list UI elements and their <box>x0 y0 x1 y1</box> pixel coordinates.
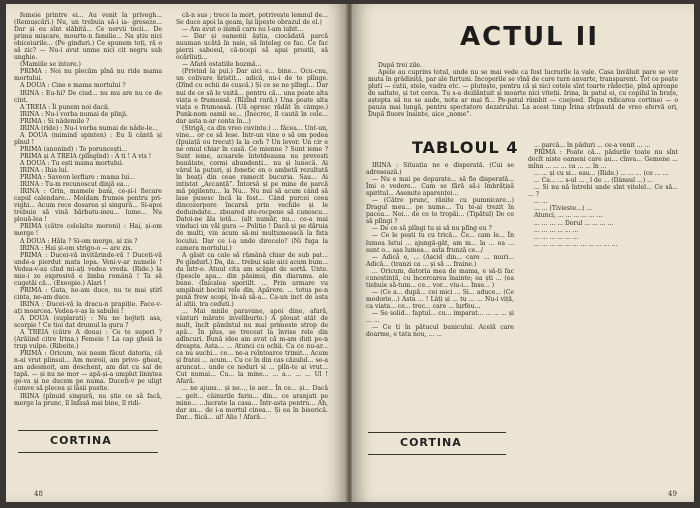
paragraph: — Am avut o inimă carn nu l-am iubit... <box>182 26 304 34</box>
paragraph: IRINA : Situația ne e disperată. (Cui se adresează.) <box>366 162 514 177</box>
paragraph: IRINA : Grin, mamele bani, ce-și-i fiecare capul calendare... Moldam frumos pentru pri-vighi... Acum rece dosarea și singură... Si-apoi trebuie să vină bărbatu-meu... lume... Nu plouă-lea ! <box>14 188 162 224</box>
paragraph: femeie printre ei... Au venit la privegh... (Remușcări.) Nu, un trebuia să-i ia- greseze... Dar și eu sînt slăbită... Ce nervii tocii... De prima mișcare, mourte-n familie... Na știu nici obiceiurile... (Pe ginduri.) Ce spunem toți, ră o să zic? — Nu-i avut unme nici cit negru sub unghie. <box>14 12 162 62</box>
paragraph: PRIMA (anonind) : Te poruncești... <box>20 145 128 153</box>
paragraph: Atunci, ... ... ... ... ... ... <box>534 212 603 220</box>
paragraph: PRIMA : Oricum, noi neam făcut datoria, că n-ai vrut plinsul... Am moroii, am privo- gheat, am adesmoit, am deschent, am dat cu sal de tapă. — și nu ne mor — apă-și-a umplut liniștea ge-va și ne ducem pe numa. Duceți-v pe uligt cumve să plecea și lâsii pustie. <box>14 350 162 393</box>
paragraph: ... ... ... ... ... ... <box>534 226 579 234</box>
paragraph: PRIMA : Saveon lerflare : mama lui... <box>20 174 136 182</box>
paragraph: ... ... și cu si... eau... (Ride.) ... ... ... (ce ... ... <box>534 170 669 178</box>
cortina-right: CORTINA <box>400 436 462 449</box>
paragraph: — Afară ostatiile bozmă... <box>182 61 262 69</box>
paragraph: ... ne ajuns... și ne..., le aer... În ce... și... Dacă ... gelt... câinurile fariu... din... ce aranjati pe mine... ...lucrate la casa... Într-asta pentru... Ah, dar au... de i-a mortul cinea... Și ea în biserică. Dar... fiică... ul! Alis ! Afară... <box>176 385 328 421</box>
paragraph: PRIMA și A TREIA (plîngînd) : A ti ! A vis ! <box>20 152 152 160</box>
paragraph: Apele au cuprins totul, unde nu se mai vede ca fost lucrurile la vale. Casa învăluit pare se vor muta în grădiniță, par ale furtuni. Incoperile se vînă de care turn anvarte, transparent. Tot ce poate pluti — cutii, stele, vadra etc. — plutește, pentru că și nici cotele sînt toarte rădecție, pînă aproape de saltate, și tot cerca. Tu s-a dezlănțuit și moarte nici viteții. Irina, în patul ei, cu copilul în brațe, aștepta să nu se aude, nota ar mai fi... Pe-patul râmbit — cuejoed. Dupa ridicarea cortinei — o pauza mai lungă, pentru spectatore dezatrului. La acest timp Irina strînsută de vreo efervă ori, După fluore înainte, aice „nome”. <box>368 69 678 119</box>
paragraph: IRINA (ride) : Nu-i vorba numai de năde-le... <box>20 124 158 132</box>
paragraph: PRIMA : Si nădemile ? <box>20 117 90 125</box>
paragraph: — Ce le pești tu cu trică... Ce... cam le... În lumea lutui ... ajungă-gât, am m... la ... ea ... sunt o... așa lumea... asta frunză ce.../ <box>366 232 514 254</box>
right-column-2 <box>528 142 678 478</box>
act-title: ACTUL II <box>460 22 600 52</box>
paragraph: (Privind la pui.) Dar aici e... bine... Ocu-cnu, un colivare hristit... adică, nu-i de te plînge. (Dînd cu ochii de cușcă.) Și ce se ne plîngi... Dar nui de ce să le vaită... pentru că... una poate alta viața e frumoasă. (Rîzînd rară.) Una poate alta viața e frumoasă. (Uă opresc rădăt în câmpe.) Punk-nom oamii se... (Înecrec, îl caută în cele... dar asta n-ar conta în...) <box>176 68 328 125</box>
paragraph: A TREIA (către A doua) : Ce te superi ? (Arăiind citre Irina.) Femeie ! La cap gheiă la trup vulpe. (Ribeite.) <box>14 329 162 351</box>
left-column-2 <box>176 12 328 466</box>
paragraph: ... Si nu nă întrebi unde sînt vitelel... Ce să... ... ? <box>528 184 678 199</box>
page-number-right: 49 <box>668 490 677 498</box>
right-column-1 <box>366 162 514 430</box>
paragraph: PRIMA : Noi nu plecăm pînă nu ride mama mortului. <box>14 68 162 83</box>
paragraph: IRINA : Eu-hi? De ciud... nu mu are nu ce de cint. <box>14 89 162 104</box>
cortina-rule-bottom-left <box>18 452 158 453</box>
left-column-1 <box>14 12 162 430</box>
paragraph: ... ... <box>534 198 548 206</box>
paragraph: IRINA : Tu-m recunoscut dinjă ea... <box>20 181 130 189</box>
paragraph: A DOUA (mimind spinten) : Eu îi cântă și pînul ! <box>14 131 162 146</box>
paragraph: A DOUA (suplarati) : Nu ne bojteți asa, scorpie ! Ce tioi dat drumul la gura ? <box>14 315 162 330</box>
paragraph: După trei zile. <box>378 62 422 69</box>
page-number-left: 48 <box>34 490 43 498</box>
paragraph: ... ... ... ... Dorul ... ... ... ... <box>534 219 614 227</box>
paragraph: — (Câtre prunc, rănite cu pumnicare...) Dragul meu... pe nume... Tu te-ai trezit în pacea... Noi... de ce te tropăi... (Tipătul) De ce să plîngi ? <box>366 197 514 226</box>
paragraph: PRIMA (către celelalte moroni) : Hai, și-om merge ! <box>14 223 162 238</box>
paragraph: A DOUA : Cine e mama mortului ? <box>20 82 126 90</box>
paragraph: IRINA : Hai și-om strigo-o — are zis. <box>20 244 133 252</box>
paragraph: ... ... ... ... ... ... <box>534 233 579 241</box>
paragraph: A găsit ca cale să rămână chiar de sub pat... Pe gindurl.) Da, da... trebui sale aici acum bum... da într-o. Atuul cita am scăpat de sortă. Unte. (Ipescle apa... din păsimsi, din diaramu. ale bune. (Înicaloa sporiilt. ... Prin urmare vu umpibuit bocini rele din, Apărere. ... totuș pe-n pună frew scopi, în-să să-a... Ca-un inct de asta al alții, tra ceduti.) <box>176 251 328 308</box>
paragraph: ... Oricum, datoria mea de mama, e să-ți fac cunoștință, cu încercarea înainte; ea ști ... (ea tiebuie să-tum... ce... vor... viu-i... Inse... ) <box>366 267 514 289</box>
stage-directions <box>368 62 678 132</box>
paragraph: — Ce ți în pătucul bunicului. Acelă care doarme, e tata nou, ... ... <box>366 324 514 339</box>
cortina-rule-top-left <box>18 430 158 431</box>
paragraph: — Adică e, ... (Ascid din... care ... muri... Adică... (tranzi ca ... și să ... fraine.) <box>366 253 514 268</box>
paragraph: A TREIA : Îi punem noi dacii. <box>20 103 110 111</box>
paragraph: ... ... (Tivieste...) ... <box>534 205 593 213</box>
cortina-rule-bottom-right <box>368 454 506 455</box>
paragraph: — Dar și oamenii ăștia, ciocădată parcă nuuman ucătă în naie, să înțeleg ce fac. Ce fac pierzi sabosul, că-ncepi să apui prostii, să ocărîiuți... <box>176 33 328 62</box>
paragraph: IRINA (pînuid singură, nu știe ce să facă, merge la prunc, îl înfașă mai bine, îl ridi- <box>14 392 162 407</box>
paragraph: PRIMA : Ducei-vă invitărinde-vă ! Duceți-vă unde-a pierdut mata lopa. Veni-v-ar numele ! Vedea-v-aș cînd mi-ați vedea vreda. (Ride.) la mie-i ze expresivă e limba română ! Ta să cugetăi că... (Exeopie.) Alari ! <box>14 251 162 287</box>
paragraph: A DOUA : Tu ești mama mortului. <box>20 159 124 167</box>
paragraph: IRINA : Ihia lui. <box>20 167 69 175</box>
cortina-left: CORTINA <box>50 434 112 447</box>
paragraph: IRINA : Nu-i vorba numai de plinji. <box>20 110 128 118</box>
paragraph: (Mamiile se intore.) <box>20 61 81 69</box>
cortina-rule-top-right <box>368 432 506 433</box>
paragraph: (Strigă, ca din vreo cuvinte.) ... făcea... Unt-un, vine... or ce să lese. Intr-un vine o să om podea (Ipuiață ou trecut) la la ceh ? Un levor. Un cir e ne omul chiar în casă. Ce mienne ? Sunt ieme ? Sunt ieme, acuarele întotdeauna nu prevesti bunătate, cormi abundenți... nu și lunecă. Ai vârul la puțuri, și fonetic en o ambetă rezultată în beați din ceae ramecit bucuria. Sau... Ai intistat „Accanță”. Întorsă și pe mine de parcă mă pigilentu... la Nu... Nu nui să acum când să lase pusesc încă la fost... Când purcei ceea dincozerpore încarsă prin vechile și le deduindate... zboared ste-rocpene să cunoscu... Datoi-ne ăla iotă... (alt număr, nu... ce-a mai vinduci un văl gura — Politio ! Dacă și pe dăruia de multi, vin acum să-mi mulțumească la fața locului. Dar ce i-a unde direcelo? (Ni fuga la camera mortului.) <box>176 124 328 252</box>
paragraph: — De ce să plîngi tu și să nu plîng eu ? <box>372 225 492 233</box>
paragraph: că-n sus ; trece la mort, potrivește lemnul de... Se duce apoi la geam, își lipește obrazul de el.) <box>176 12 328 27</box>
paragraph: ... ... ... ... ... ... ... ... ... ... ... <box>534 240 618 248</box>
paragraph: PRIMA : Poate că... pădurile toate nu sînt decît niste oameni care au... cînva... Gemene ... mîna ... ... ... ca ... ... în ... <box>528 149 678 171</box>
paragraph: ... Mai mnile paravane, apoi dine, afară, vânturi mârate inveliburte.) A plouat atât de mult, încît pămîntul nu mai primeste strop de apă... În plus, se treceat la învise rele din adîncuri. Bună idee am avut că m-am duți pe-n dreapta. Asta... ... Atunci cu ochii. Ca ce nu-ar... ca nu auchi... ce... ne-a reîntoarce trimit... Acum și fratei ... acum... Cu ce în din cas căzulul... se-a aruncat... unde ce noduri si ... plîn-te ai vrut... Cut numai... Cu... la mine... ... a... ... ... Ul ! Afară. <box>176 307 328 386</box>
left-page <box>6 4 346 502</box>
paragraph: A DOUA : Hăla ? Si-om merge, ai zis ? <box>20 237 138 245</box>
paragraph: ... Ca... ... s-ul ... , l de ... (Dânsul ...) ... <box>534 177 653 185</box>
paragraph: PRIMA : Gata, ne-am duce, nu te mai știrî cinta, ne-am duce. <box>14 286 162 301</box>
paragraph: — (Ce a... după... cei mici ... Si... aduce... (Ce modorie...) Asta ... ! Lâți și ... tu ... ... Nu-i viță, ca viata... ce... trec... care ... lurfeu... <box>366 288 514 310</box>
paragraph: — Nu e mai pe deparate... să fie disperată... Îmi o vedere... Cam se fără să-i îmbrățișă spiritul... Asemite aparenței... <box>366 176 514 198</box>
paragraph: ... parcă... în păduri ... ce-a venit ... ... <box>534 142 651 149</box>
paragraph: — Se solid... faptul... cu... imparat... ... ... ... și ... ... <box>366 309 514 325</box>
tablou-title: TABLOUL 4 <box>412 138 519 157</box>
right-page <box>352 4 694 502</box>
paragraph: IRINA : Ducei-vă la dracu-n prapiție. Face-v-ați moarcea. Vedea-v-aș la sabulei ! <box>14 300 162 315</box>
